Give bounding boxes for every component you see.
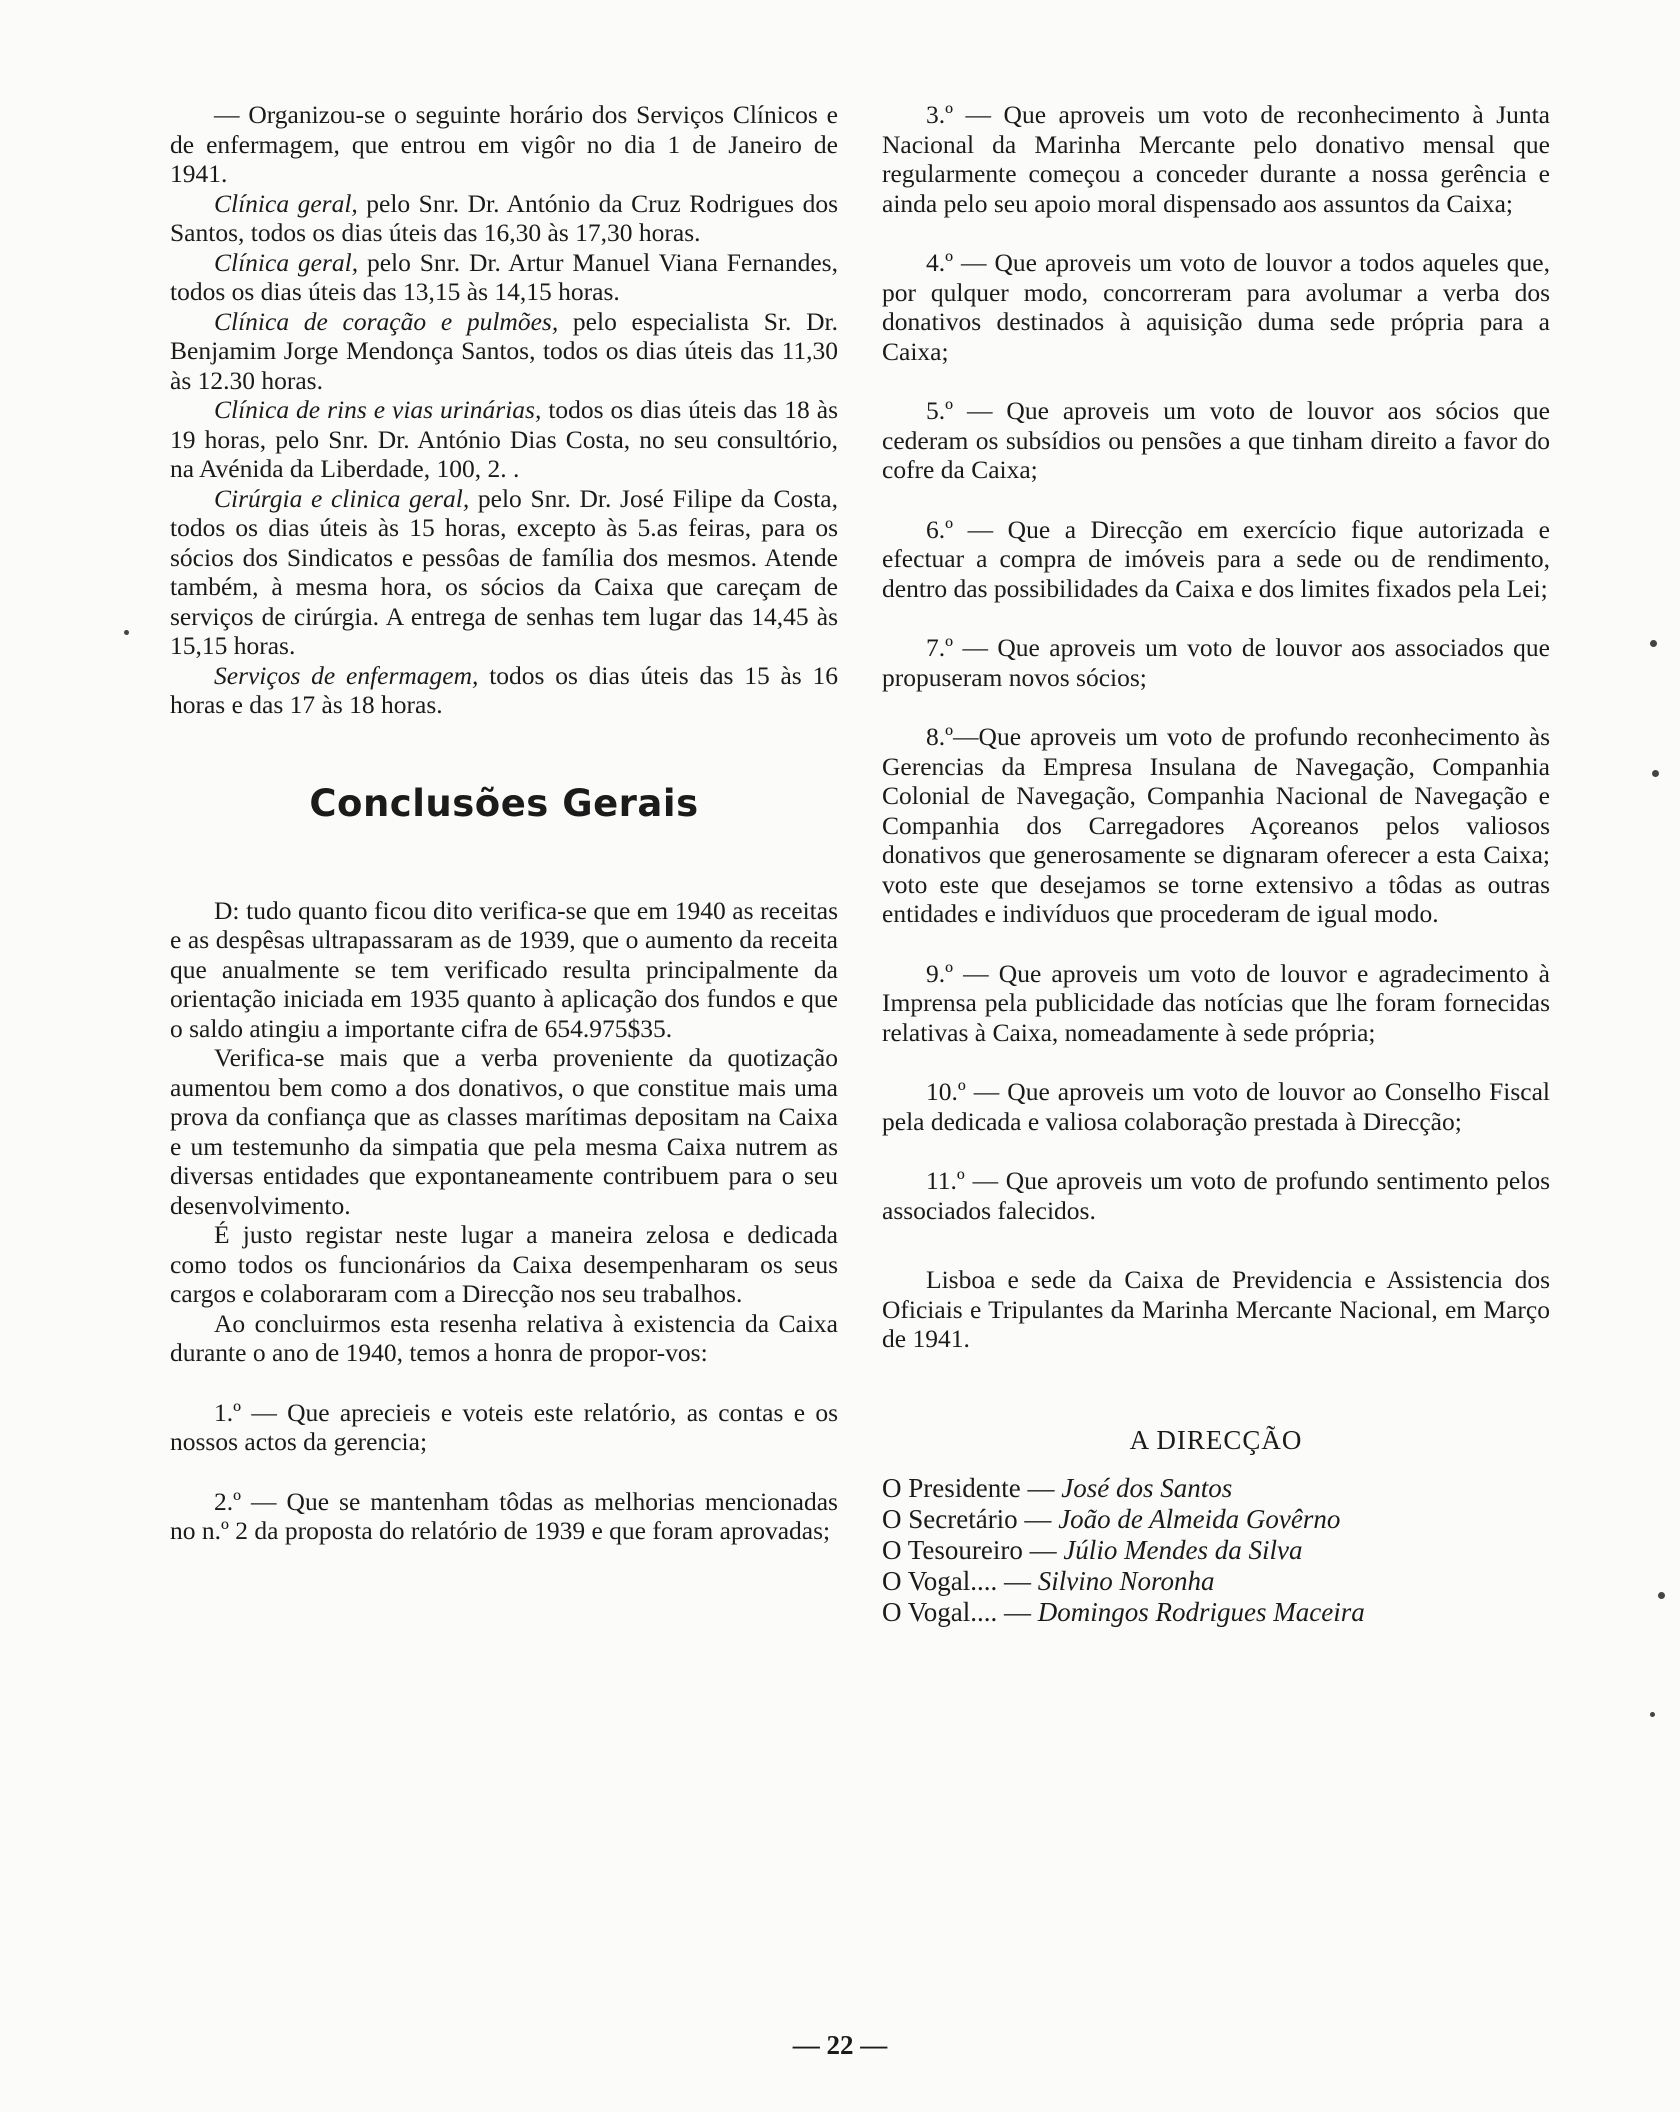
margin-speck: [1650, 640, 1657, 647]
schedule-nursing: Serviços de enfermagem, todos os dias úteis das 15 às 16 horas e das 17 às 18 horas.: [170, 660, 838, 719]
proposal-item-11: 11.º — Que aproveis um voto de profundo sentimento pelos associados falecidos.: [882, 1166, 1550, 1225]
proposal-item-6: 6.º — Que a Direcção em exercício fique autorizada e efectuar a compra de imóveis para a sede ou de rendimento, dentro das possibilidades da Caixa e dos limites fixados pela Lei;: [882, 514, 1550, 603]
conclusion-paragraph-4: Ao concluirmos esta resenha relativa à existencia da Caixa durante o ano de 1940, temos a honra de propor-vos:: [170, 1308, 838, 1367]
schedule-label: Cirúrgia e clinica geral,: [214, 483, 470, 513]
schedule-kidneys: Clínica de rins e vias urinárias, todos os dias úteis das 18 às 19 horas, pelo Snr. Dr. António Dias Costa, no seu consultório, na Avénida da Liberdade, 100, 2. .: [170, 395, 838, 483]
schedule-label: Clínica de rins e vias urinárias,: [214, 395, 542, 424]
schedule-general-clinic-1: Clínica geral, pelo Snr. Dr. António da Cruz Rodrigues dos Santos, todos os dias úteis das 16,30 às 17,30 horas.: [170, 188, 838, 247]
signatory: O Vogal.... — Silvino Noronha: [882, 1566, 1215, 1596]
conclusion-paragraph-1: D: tudo quanto ficou dito verifica-se que em 1940 as receitas e as despêsas ultrapassaram as de 1939, que o aumento da receita que anualmente se tem verificado resulta principalmente da orientação iniciada em 1935 quanto à aplicação dos fundos e que o saldo atingiu a importante cifra de 654.975$35.: [170, 895, 838, 1043]
conclusion-paragraph-3: É justo registar neste lugar a maneira zelosa e dedicada como todos os funcionários da Caixa desempenharam os seus cargos e colaboraram com a Direcção nos seu trabalhos.: [170, 1220, 838, 1308]
signatory: O Secretário — João de Almeida Govêrno: [882, 1504, 1341, 1534]
schedule-intro: — Organizou-se o seguinte horário dos Serviços Clínicos e de enfermagem, que entrou em vigôr no dia 1 de Janeiro de 1941.: [170, 100, 838, 188]
page-number: — 22 —: [792, 2030, 888, 2060]
margin-speck: [1652, 770, 1659, 777]
signatory: O Presidente — José dos Santos: [882, 1473, 1233, 1503]
proposal-item-5: 5.º — Que aproveis um voto de louvor aos sócios que cederam os subsídios ou pensões a que tinham direito a favor do cofre da Caixa;: [882, 396, 1550, 484]
section-heading: Conclusões Gerais: [309, 781, 699, 825]
margin-speck: [124, 630, 129, 635]
proposal-item-9: 9.º — Que aproveis um voto de louvor e agradecimento à Imprensa pela publicidade das notícias que lhe foram fornecidas relativas à Caixa, nomeadamente à sede própria;: [882, 958, 1550, 1047]
schedule-heart-lungs: Clínica de coração e pulmões, pelo especialista Sr. Dr. Benjamim Jorge Mendonça Santos, todos os dias úteis das 11,30 às 12.30 horas.: [170, 306, 838, 395]
margin-speck: [1658, 1592, 1665, 1599]
proposal-item-8: 8.º—Que aproveis um voto de profundo reconhecimento às Gerencias da Empresa Insulana de Navegação, Companhia Colonial de Navegação, Companhia Nacional de Navegação e Companhia dos Carregadores Açoreanos pelos valiosos donativos que generosamente se dignaram oferecer a esta Caixa; voto este que desejamos se torne extensivo a tôdas as outras entidades e indivíduos que procederam de igual modo.: [882, 722, 1550, 928]
signatory: O Vogal.... — Domingos Rodrigues Maceira: [882, 1597, 1365, 1627]
schedule-general-clinic-2: Clínica geral, pelo Snr. Dr. Artur Manuel Viana Fernandes, todos os dias úteis das 13,15 às 14,15 horas.: [170, 247, 838, 306]
schedule-label: Clínica geral,: [214, 188, 358, 218]
proposal-item-2: 2.º — Que se mantenham tôdas as melhorias mencionadas no n.º 2 da proposta do relatório de 1939 e que foram aprovadas;: [170, 1486, 838, 1545]
schedule-label: Clínica de coração e pulmões,: [214, 306, 559, 336]
conclusion-paragraph-2: Verifica-se mais que a verba proveniente da quotização aumentou bem como a dos donativos, o que constitue mais uma prova da confiança que as classes marítimas depositam na Caixa e um testemunho da simpatia que pela mesma Caixa nutrem as diversas entidades que expontaneamente contribuem para o seu desenvolvimento.: [170, 1043, 838, 1220]
schedule-label: Clínica geral,: [214, 247, 359, 277]
proposal-item-4: 4.º — Que aproveis um voto de louvor a todos aqueles que, por qulquer modo, concorreram para avolumar a verba dos donativos destinados à aquisição duma sede própria para a Caixa;: [882, 248, 1550, 366]
proposal-item-7: 7.º — Que aproveis um voto de louvor aos associados que propuseram novos sócios;: [882, 633, 1550, 692]
proposal-item-10: 10.º — Que aproveis um voto de louvor ao Conselho Fiscal pela dedicada e valiosa colaboração prestada à Direcção;: [882, 1077, 1550, 1136]
right-column: [882, 100, 1550, 1628]
proposal-item-3: 3.º — Que aproveis um voto de reconhecimento à Junta Nacional da Marinha Mercante pelo donativo mensal que regularmente começou a conceder durante a nossa gerência e ainda pelo seu apoio moral dispensado aos assuntos da Caixa;: [882, 100, 1550, 218]
direction-title: A DIRECÇÃO: [1129, 1424, 1303, 1455]
left-column: [170, 100, 838, 1546]
proposal-item-1: 1.º — Que aprecieis e voteis este relatório, as contas e os nossos actos da gerencia;: [170, 1397, 838, 1456]
signatory: O Tesoureiro — Júlio Mendes da Silva: [882, 1535, 1303, 1565]
schedule-surgery: Cirúrgia e clinica geral, pelo Snr. Dr. José Filipe da Costa, todos os dias úteis às 15 horas, excepto às 5.as feiras, para os sócios dos Sindicatos e pessôas de família dos mesmos. Atende também, à mesma hora, os sócios da Caixa que careçam de serviços de cirúrgia. A entrega de senhas tem lugar das 14,45 às 15,15 horas.: [170, 483, 838, 660]
margin-speck: [1650, 1712, 1655, 1717]
schedule-label: Serviços de enfermagem,: [214, 660, 479, 690]
closing-statement: Lisboa e sede da Caixa de Previdencia e Assistencia dos Oficiais e Tripulantes da Marinha Mercante Nacional, em Março de 1941.: [882, 1265, 1550, 1353]
